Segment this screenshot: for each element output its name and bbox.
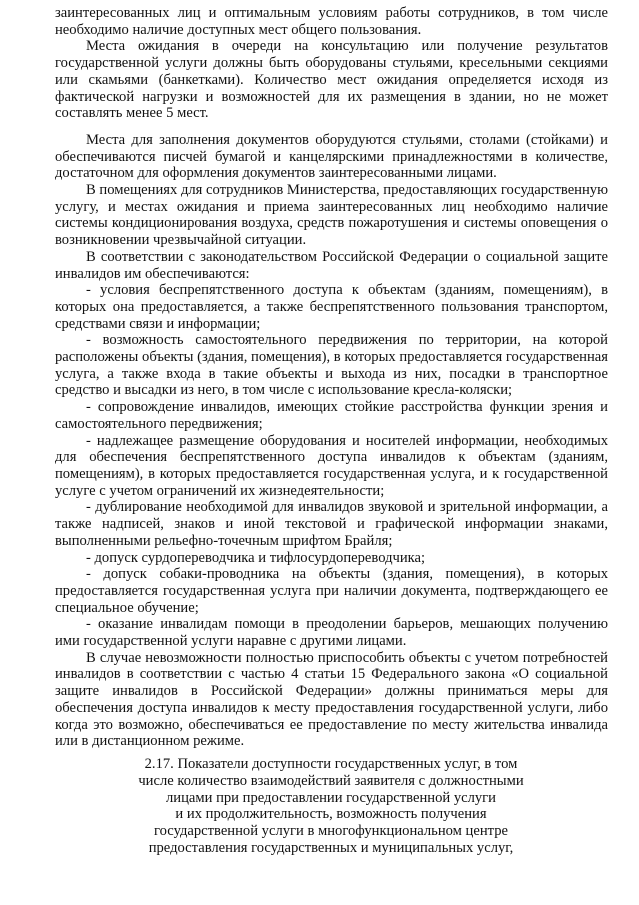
paragraph-waiting-areas: Места ожидания в очереди на консультацию или получение результатов государственной услуги должны быть оборудованы стульями, кресельными секциями или скамьями (банкетками). Количество мест ожидания определяется исходя из фактической нагрузки и возможностей для их размещения в здании, но не может составлять менее 5 мест. (55, 38, 608, 122)
section-heading-line: числе количество взаимодействий заявителя с должностными (138, 772, 524, 789)
list-item-accompaniment: - сопровождение инвалидов, имеющих стойкие расстройства функции зрения и самостоятельного передвижения; (55, 399, 608, 432)
section-heading-line: государственной услуги в многофункциональном центре (154, 823, 508, 840)
list-item-barrier-assistance: - оказание инвалидам помощи в преодолении барьеров, мешающих получению ими государственной услуги наравне с другими лицами. (55, 616, 608, 650)
section-heading-line: лицами при предоставлении государственной услуги (166, 789, 496, 806)
section-heading-2-17 (100, 756, 562, 857)
section-heading-line: 2.17. Показатели доступности государственных услуг, в том (144, 756, 518, 772)
list-item-sign-interpreter: - допуск сурдопереводчика и тифлосурдопереводчика; (86, 549, 426, 566)
list-item-independent-movement: - возможность самостоятельного передвижения по территории, на которой расположены объекты (здания, помещения), в которых предоставляется государственная услуга, а также входа в такие объекты и выхода из них, посадки в транспортное средство и высадки из него, в том числе с использование кресла-коляски; (55, 332, 608, 399)
list-item-guide-dog: - допуск собаки-проводника на объекты (здания, помещения), в которых предоставляется государственная услуга при наличии документа, подтверждающего ее специальное обучение; (55, 566, 608, 616)
list-item-equipment-placement: - надлежащее размещение оборудования и носителей информации, необходимых для обеспечения беспрепятственного доступа инвалидов к объектам (зданиям, помещениям), в которых предоставляется государственная услуга, и к государственной услуге с учетом ограничений их жизнедеятельности; (55, 432, 608, 499)
list-item-information-duplication: - дублирование необходимой для инвалидов звуковой и зрительной информации, а также надписей, знаков и иной текстовой и графической информации знаками, выполненными рельефно-точечным шрифтом Брайля; (55, 499, 608, 549)
paragraph-document-filling-areas: Места для заполнения документов оборудуются стульями, столами (стойками) и обеспечиваются писчей бумагой и канцелярскими принадлежностями в количестве, достаточном для оформления документов заинтересованными лицами. (55, 131, 608, 182)
section-heading-line: и их продолжительность, возможность получения (175, 806, 487, 823)
paragraph-disability-law-intro: В соответствии с законодательством Российской Федерации о социальной защите инвалидов им обеспечиваются: (55, 248, 608, 282)
paragraph-continued: заинтересованных лиц и оптимальным условиям работы сотрудников, в том числе необходимо наличие доступных мест общего пользования. (55, 5, 608, 38)
section-heading-line: предоставления государственных и муниципальных услуг, (148, 839, 514, 856)
paragraph-adaptation-impossible: В случае невозможности полностью приспособить объекты с учетом потребностей инвалидов в соответствии с частью 4 статьи 15 Федерального закона «О социальной защите инвалидов в Российской Федерации» должны приниматься меры для обеспечения доступа инвалидов к месту предоставления государственной услуги, либо когда это возможно, обеспечиваться ее предоставление по месту жительства инвалида или в дистанционном режиме. (55, 649, 608, 750)
body-text (55, 5, 608, 750)
list-item-barrier-free-access: - условия беспрепятственного доступа к объектам (зданиям, помещениям), в которых она предоставляется, а также беспрепятственного пользования транспортом, средствами связи и информации; (55, 282, 608, 332)
paragraph-climate-fire-safety: В помещениях для сотрудников Министерства, предоставляющих государственную услугу, и местах ожидания и приема заинтересованных лиц необходимо наличие системы кондиционирования воздуха, средств пожаротушения и системы оповещения о возникновении чрезвычайной ситуации. (55, 182, 608, 249)
